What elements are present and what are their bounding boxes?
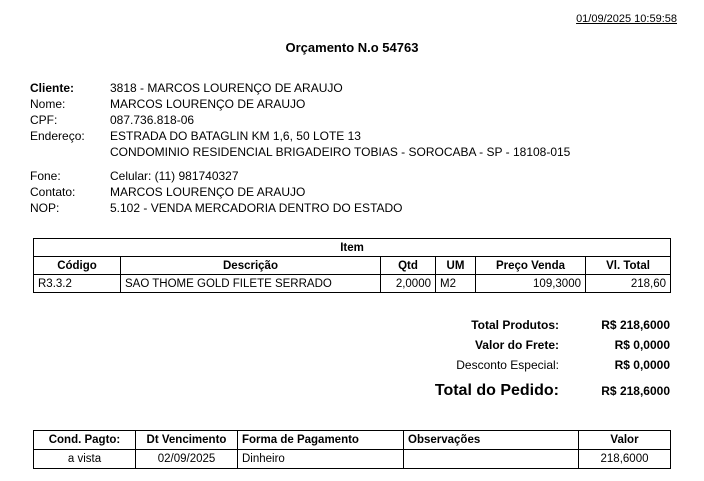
total-row-frete bbox=[330, 338, 670, 358]
info-row-cliente bbox=[30, 80, 650, 96]
items-col-um: UM bbox=[436, 257, 476, 275]
payment-col-observacoes: Observações bbox=[404, 431, 579, 450]
page-title: Orçamento N.o 54763 bbox=[285, 40, 419, 55]
item-cell-um: M2 bbox=[436, 275, 476, 293]
info-value-nop: 5.102 - VENDA MERCADORIA DENTRO DO ESTADO bbox=[110, 201, 403, 215]
total-value-pedido: R$ 218,6000 bbox=[601, 384, 670, 398]
payment-col-forma-pagamento: Forma de Pagamento bbox=[238, 431, 404, 450]
items-col-qtd: Qtd bbox=[381, 257, 436, 275]
items-table bbox=[33, 238, 671, 293]
payment-cell-observacoes bbox=[404, 450, 579, 469]
info-value-fone: Celular: (11) 981740327 bbox=[110, 169, 239, 183]
payment-cell-cond-pagto: a vista bbox=[34, 450, 136, 469]
payment-col-dt-vencimento: Dt Vencimento bbox=[136, 431, 238, 450]
info-row-spacer bbox=[30, 160, 650, 168]
info-label-contato: Contato: bbox=[30, 185, 76, 199]
info-value-cliente: 3818 - MARCOS LOURENÇO DE ARAUJO bbox=[110, 81, 343, 95]
items-col-preco-venda: Preço Venda bbox=[476, 257, 586, 275]
payment-cell-dt-vencimento: 02/09/2025 bbox=[136, 450, 238, 469]
info-value-contato: MARCOS LOURENÇO DE ARAUJO bbox=[110, 185, 306, 199]
payment-col-cond-pagto: Cond. Pagto: bbox=[34, 431, 136, 450]
info-label-cpf: CPF: bbox=[30, 113, 58, 127]
info-row-cpf bbox=[30, 112, 650, 128]
info-value-nome: MARCOS LOURENÇO DE ARAUJO bbox=[110, 97, 306, 111]
total-value-desconto: R$ 0,0000 bbox=[614, 358, 670, 372]
info-row-fone bbox=[30, 168, 650, 184]
info-label-cliente: Cliente: bbox=[30, 81, 75, 95]
customer-info-block bbox=[30, 80, 650, 216]
table-row bbox=[34, 450, 671, 469]
info-label-nome: Nome: bbox=[30, 97, 66, 111]
total-label-produtos: Total Produtos: bbox=[471, 318, 559, 332]
info-row-contato bbox=[30, 184, 650, 200]
total-value-produtos: R$ 218,6000 bbox=[601, 318, 670, 332]
total-label-pedido: Total do Pedido: bbox=[434, 382, 559, 399]
total-row-pedido bbox=[330, 382, 670, 406]
total-value-frete: R$ 0,0000 bbox=[614, 338, 670, 352]
total-label-frete: Valor do Frete: bbox=[474, 338, 559, 352]
total-row-desconto bbox=[330, 358, 670, 378]
payment-cell-forma-pagamento: Dinheiro bbox=[238, 450, 404, 469]
item-cell-codigo: R3.3.2 bbox=[34, 275, 121, 293]
info-value-cpf: 087.736.818-06 bbox=[110, 113, 195, 127]
items-group-header: Item bbox=[34, 239, 671, 257]
print-timestamp: 01/09/2025 10:59:58 bbox=[576, 13, 677, 25]
total-label-desconto: Desconto Especial: bbox=[456, 358, 559, 372]
items-col-codigo: Código bbox=[34, 257, 121, 275]
payment-col-valor: Valor bbox=[579, 431, 671, 450]
payment-conditions-table bbox=[33, 430, 671, 469]
items-col-descricao: Descrição bbox=[121, 257, 381, 275]
info-label-fone: Fone: bbox=[30, 169, 61, 183]
payment-cell-valor: 218,6000 bbox=[579, 450, 671, 469]
info-row-nop bbox=[30, 200, 650, 216]
payment-header-row bbox=[34, 431, 671, 450]
info-label-nop: NOP: bbox=[30, 201, 60, 215]
info-value-endereco: ESTRADA DO BATAGLIN KM 1,6, 50 LOTE 13 bbox=[110, 129, 361, 143]
info-row-nome bbox=[30, 96, 650, 112]
item-cell-vl-total: 218,60 bbox=[586, 275, 671, 293]
items-group-header-row bbox=[34, 239, 671, 257]
info-row-endereco-cont bbox=[30, 144, 650, 160]
table-row bbox=[34, 275, 671, 293]
totals-block bbox=[330, 318, 670, 406]
item-cell-preco-venda: 109,3000 bbox=[476, 275, 586, 293]
info-row-endereco bbox=[30, 128, 650, 144]
item-cell-descricao: SAO THOME GOLD FILETE SERRADO bbox=[121, 275, 381, 293]
info-value-endereco-cont: CONDOMINIO RESIDENCIAL BRIGADEIRO TOBIAS - SOROCABA - SP - 18108-015 bbox=[110, 145, 571, 159]
items-col-vl-total: Vl. Total bbox=[586, 257, 671, 275]
info-label-endereco: Endereço: bbox=[30, 129, 85, 143]
item-cell-qtd: 2,0000 bbox=[381, 275, 436, 293]
items-column-header-row bbox=[34, 257, 671, 275]
total-row-produtos bbox=[330, 318, 670, 338]
